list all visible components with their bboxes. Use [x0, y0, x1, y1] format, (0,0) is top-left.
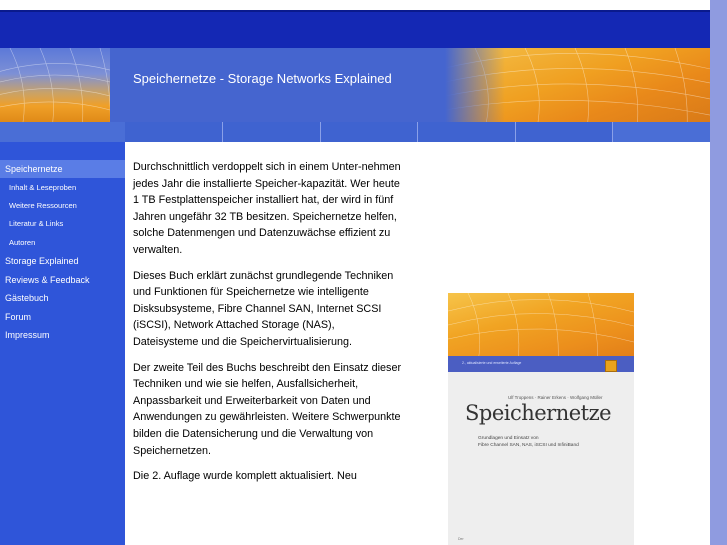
nav-item-forum[interactable]: Forum: [5, 312, 32, 322]
book-cover[interactable]: [448, 293, 634, 545]
tab-5[interactable]: [516, 122, 613, 142]
book-title: Speichernetze: [465, 401, 612, 425]
tab-3[interactable]: [321, 122, 418, 142]
book-edition-text: 2., aktualisierte und erweiterte Auflage: [462, 361, 522, 365]
nav-item-impressum[interactable]: Impressum: [5, 330, 50, 340]
nav-item-autoren[interactable]: Autoren: [9, 238, 36, 247]
header-globe-left: [0, 48, 110, 122]
top-margin: [0, 0, 710, 10]
nav-item-literatur-links[interactable]: Literatur & Links: [9, 219, 64, 228]
book-subtitle-line1: Grundlagen und Einsatz von: [478, 436, 539, 441]
book-globe-grid: [448, 293, 634, 356]
book-authors: Ulf Troppens · Rainer Erkens · Wolfgang Müller: [508, 395, 603, 400]
nav-item-speichernetze[interactable]: Speichernetze: [0, 160, 125, 178]
site-title: Speichernetze - Storage Networks Explained: [133, 71, 392, 86]
globe-grid-left: [0, 48, 110, 122]
top-band: [0, 12, 710, 48]
paragraph-techniques: Dieses Buch erklärt zunächst grundlegende Techniken und Funktionen für Speichernetze wie intelligente Disksubsysteme, Fibre Channel SAN, Internet SCSI (iSCSI), Network Attached Storage (NAS), Dateisysteme und die Speichervirtualisierung.: [133, 269, 394, 348]
nav-item-inhalt-leseproben[interactable]: Inhalt & Leseproben: [9, 183, 77, 192]
header-globe-fade: [445, 48, 505, 122]
nav-item-weitere-ressourcen[interactable]: Weitere Ressourcen: [9, 201, 77, 210]
nav-item-reviews-feedback[interactable]: Reviews & Feedback: [5, 275, 90, 285]
book-subtitle-line2: Fibre Channel SAN, NAS, iSCSI und InfiniBand: [478, 443, 579, 448]
publisher-logo-icon: [605, 360, 617, 372]
paragraph-edition: Die 2. Auflage wurde komplett aktualisiert. Neu: [133, 470, 357, 483]
sidebar: [0, 142, 125, 545]
tab-2[interactable]: [223, 122, 321, 142]
nav-item-storage-explained[interactable]: Storage Explained: [5, 256, 79, 266]
paragraph-usage: Der zweite Teil des Buchs beschreibt den Einsatz dieser Techniken und wie sie helfen, Ausfallsicherheit, Anpassbarkeit und Erweiterbarkeit von Daten und Anwendungen zu gewährleisten. Weitere Schwerpunkte bilden die Datensicherung und die Verwaltung von Speichernetzen.: [133, 361, 402, 457]
book-cover-top: [448, 293, 634, 356]
paragraph-intro: Durchschnittlich verdoppelt sich in einem Unter-nehmen jedes Jahr die installierte Speicher-kapazität. Wer heute 1 TB Festplattenspeicher installiert hat, der wird in fünf Jahren ungefähr 32 TB besitzen. Speichernetze helfen, solche Datenmengen und Datenzuwächse effizient zu verwalten.: [133, 161, 401, 256]
nav-item-gaestebuch[interactable]: Gästebuch: [5, 293, 49, 303]
book-bottom-text: Der: [458, 537, 464, 541]
tab-1[interactable]: [125, 122, 223, 142]
right-rail: [710, 0, 727, 545]
tab-4[interactable]: [418, 122, 516, 142]
main-content: [133, 159, 403, 494]
